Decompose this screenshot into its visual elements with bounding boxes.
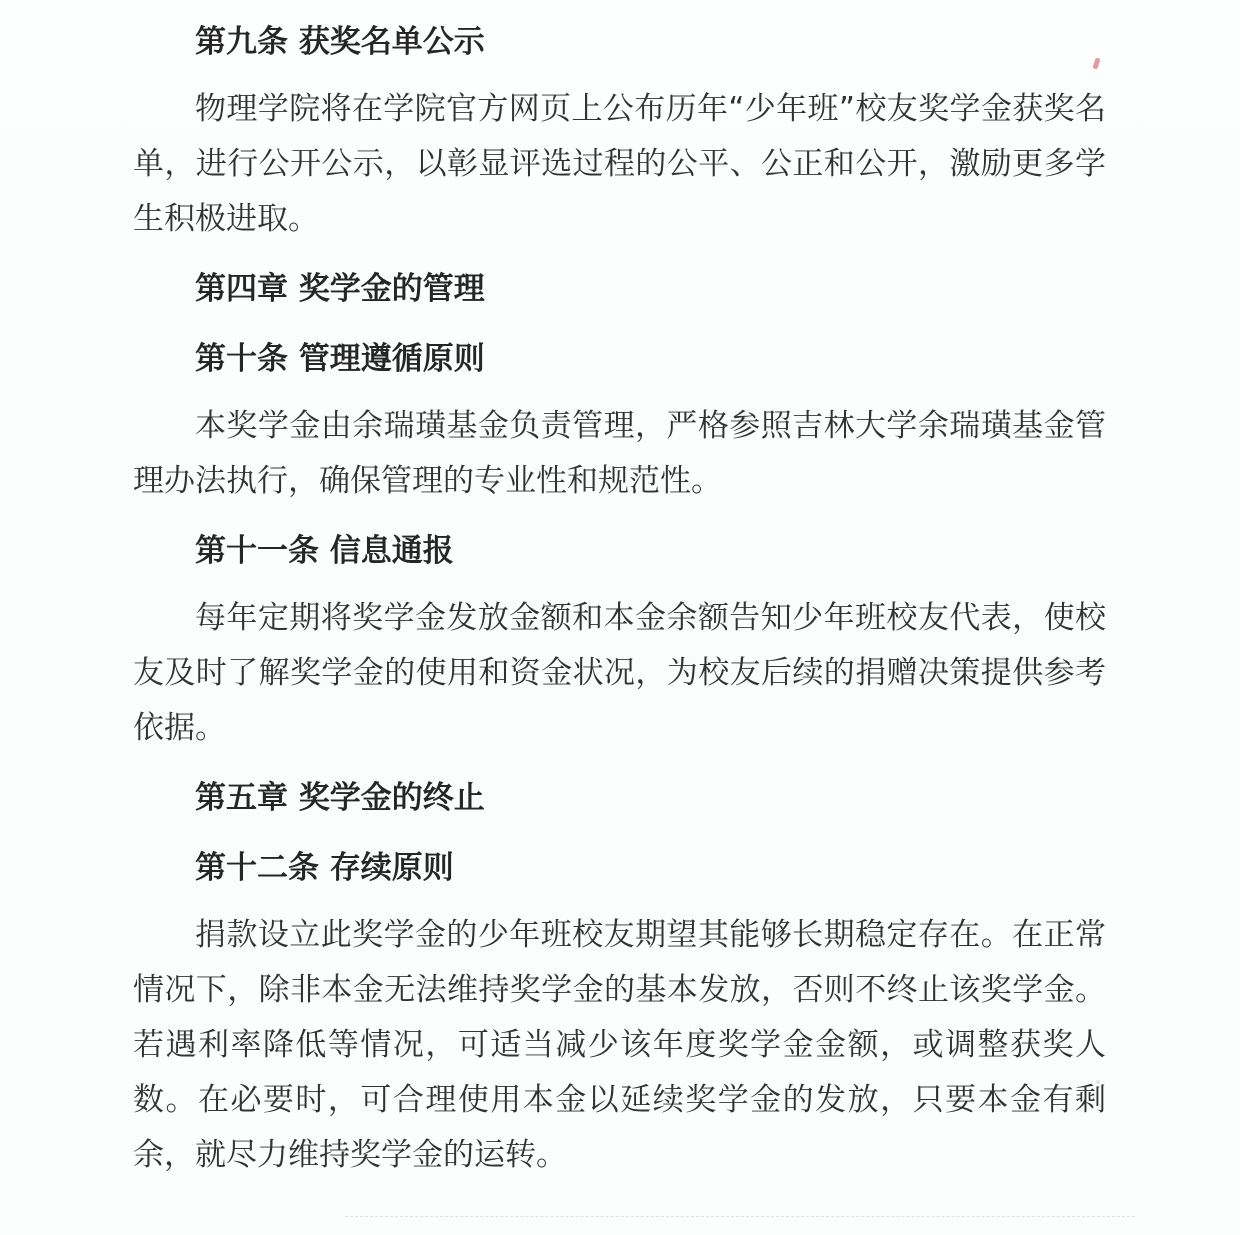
scan-artifact-speck: [1096, 1080, 1100, 1084]
chapter-heading-5: 第五章 奖学金的终止: [195, 780, 485, 816]
article-heading-12: 第十二条 存续原则: [195, 850, 454, 886]
document-content: [133, 0, 1106, 1195]
scan-artifact-faint-line: [345, 1216, 1135, 1217]
article-11-paragraph: 每年定期将奖学金发放金额和本金余额告知少年班校友代表，使校友及时了解奖学金的使用和资金状况，为校友后续的捐赠决策提供参考依据。: [133, 600, 1106, 746]
article-heading-10: 第十条 管理遵循原则: [195, 341, 485, 377]
article-heading-9: 第九条 获奖名单公示: [195, 24, 485, 60]
chapter-heading-4: 第四章 奖学金的管理: [195, 271, 485, 307]
article-heading-11: 第十一条 信息通报: [195, 533, 454, 569]
article-9-paragraph: 物理学院将在学院官方网页上公布历年“少年班”校友奖学金获奖名单，进行公开公示，以彰显评选过程的公平、公正和公开，激励更多学生积极进取。: [133, 91, 1106, 237]
article-12-paragraph: 捐款设立此奖学金的少年班校友期望其能够长期稳定存在。在正常情况下，除非本金无法维持奖学金的基本发放，否则不终止该奖学金。若遇利率降低等情况，可适当减少该年度奖学金金额，或调整获奖人数。在必要时，可合理使用本金以延续奖学金的发放，只要本金有剩余，就尽力维持奖学金的运转。: [133, 917, 1106, 1173]
article-10-paragraph: 本奖学金由余瑞璜基金负责管理，严格参照吉林大学余瑞璜基金管理办法执行，确保管理的专业性和规范性。: [133, 408, 1106, 499]
